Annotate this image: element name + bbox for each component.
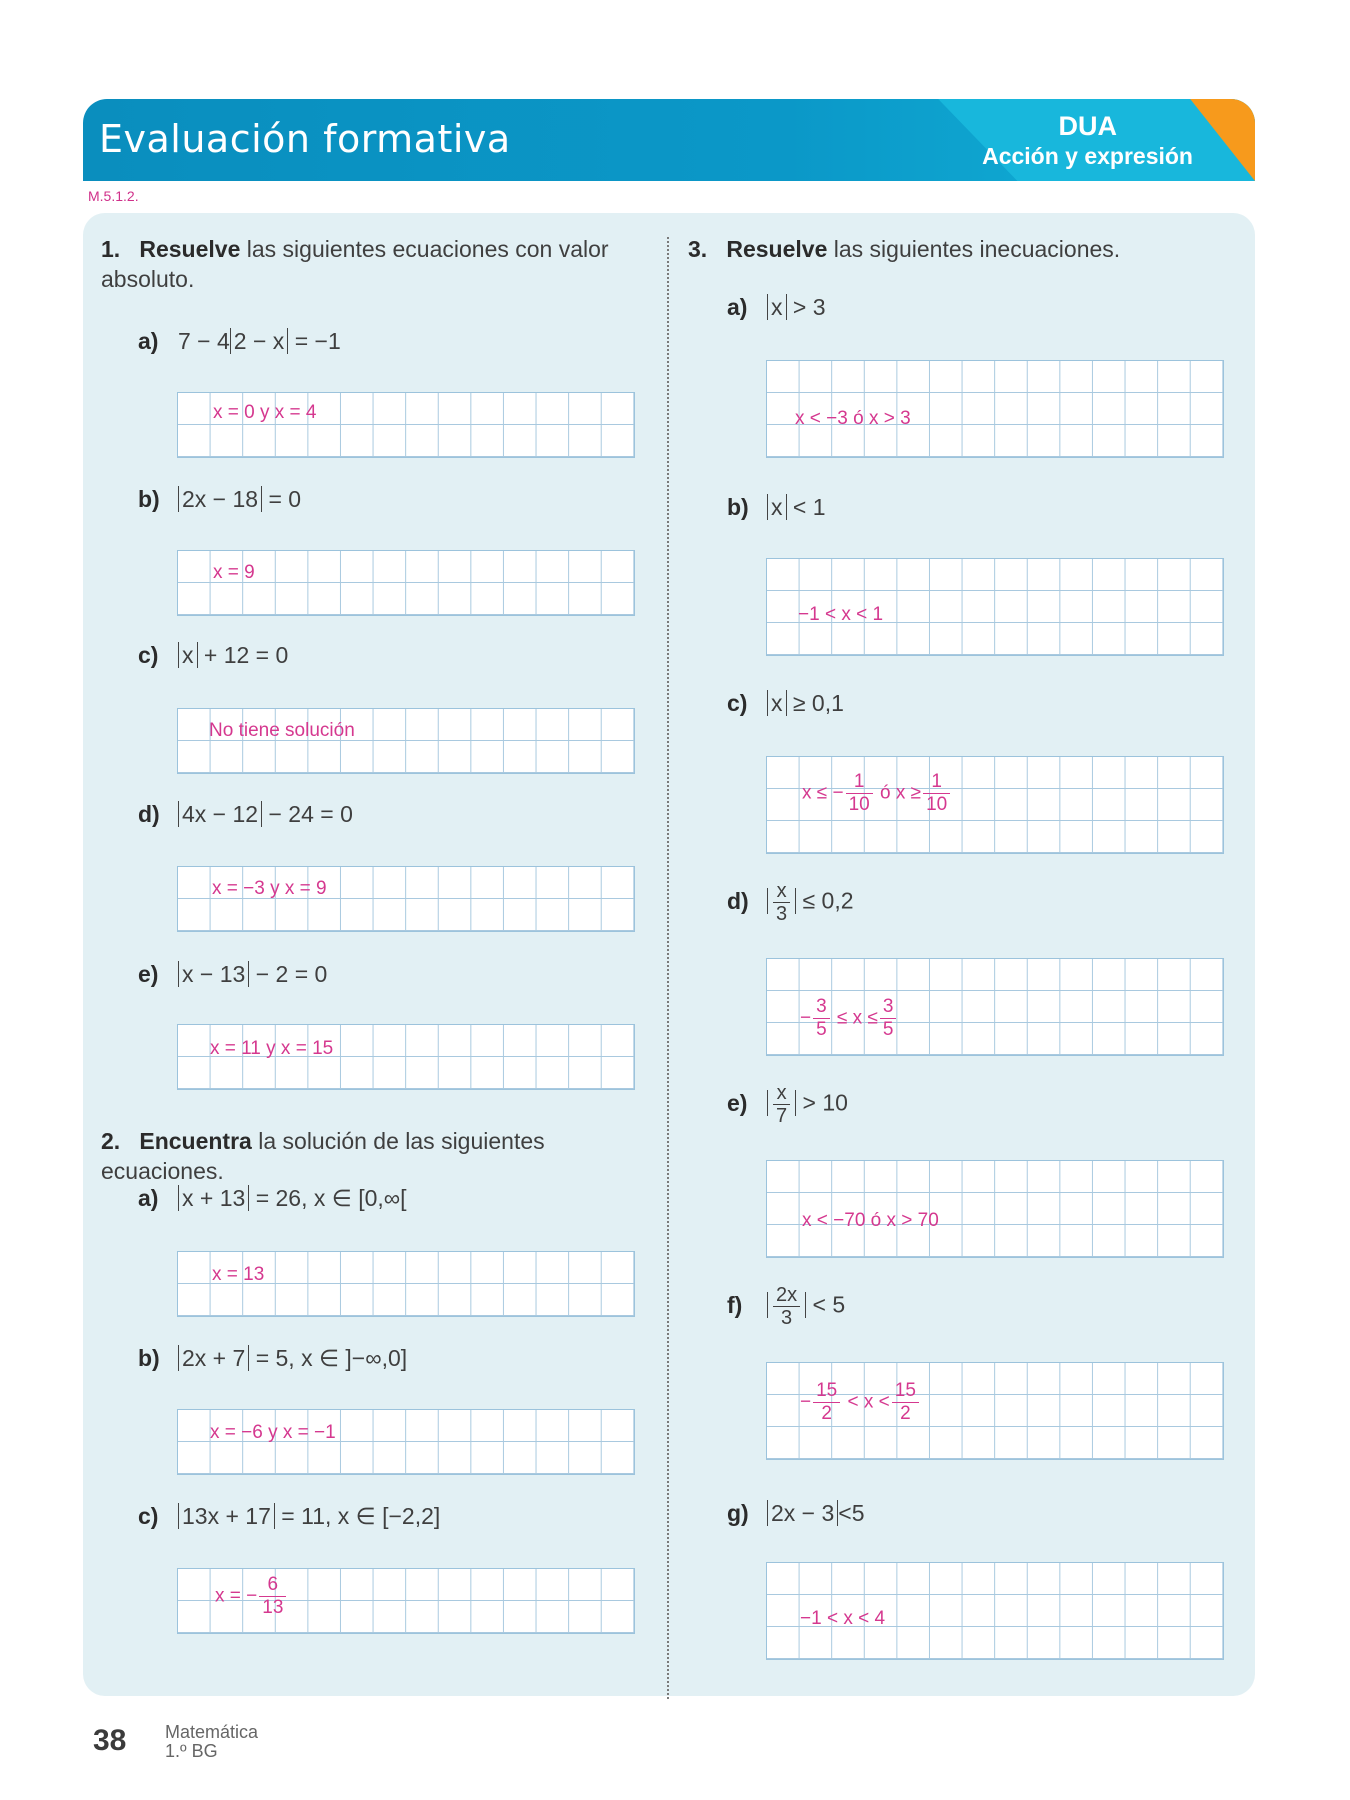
q1-item-e: e) x − 13 − 2 = 0 (138, 961, 328, 987)
q3-item-f: f) $\frac{2x}{3}$ < 5 (727, 1284, 846, 1329)
column-divider (667, 237, 669, 1699)
footer-subject: Matemática 1.º BG (165, 1722, 259, 1761)
answer-text: No tiene solución (209, 720, 355, 741)
q3-item-c: c) x ≥ 0,1 (727, 690, 844, 716)
question-1: 1. Resuelve las siguientes ecuaciones con valor absoluto. (101, 236, 609, 292)
answer-text: − $\frac{15}{2}$ < x < $\frac{15}{2}$ (800, 1380, 921, 1425)
question-2-text: la solución de las siguientes ecuaciones. (101, 1128, 545, 1184)
page-number: 38 (93, 1724, 127, 1757)
q1-item-c: c) x + 12 = 0 (138, 642, 289, 668)
section-header (83, 99, 1255, 181)
question-2: 2. Encuentra la solución de las siguientes ecuaciones. (101, 1128, 545, 1184)
q3-item-g: g) 2x − 3 <5 (727, 1500, 865, 1526)
answer-text: x ≤ − $\frac{1}{10}$ ó x ≥ $\frac{1}{10}$ (802, 771, 952, 816)
page-title: Evaluación formativa (99, 117, 511, 161)
question-3-verb: Resuelve (726, 236, 828, 262)
question-1-text: las siguientes ecuaciones con valor absoluto. (101, 236, 609, 292)
answer-text: x = 0 y x = 4 (213, 402, 317, 423)
answer-grid[interactable] (766, 1160, 1224, 1258)
answer-text: x = 9 (213, 562, 255, 583)
dua-label: DUA (1058, 111, 1117, 141)
answer-text: x = 13 (212, 1264, 265, 1285)
question-3-text: las siguientes inecuaciones. (833, 236, 1121, 262)
q2-item-a: a) x + 13 = 26, x ∈ [0,∞[ (138, 1185, 407, 1211)
skill-code: M.5.1.2. (88, 188, 139, 204)
q2-item-b: b) 2x + 7 = 5, x ∈ ]−∞,0] (138, 1345, 408, 1371)
q1-item-d: d) 4x − 12 − 24 = 0 (138, 801, 353, 827)
dua-subtitle: Acción y expresión (982, 143, 1193, 169)
q1-item-a: a) 7 − 4 2 − x = −1 (138, 328, 341, 354)
answer-text: −1 < x < 1 (798, 604, 884, 625)
answer-text: x = −3 y x = 9 (212, 878, 327, 899)
answer-text: x = 11 y x = 15 (210, 1038, 334, 1059)
answer-text: −1 < x < 4 (800, 1608, 886, 1629)
question-1-verb: Resuelve (139, 236, 241, 262)
q2-item-c: c) 13x + 17 = 11, x ∈ [−2,2] (138, 1503, 441, 1529)
answer-text: x < −70 ó x > 70 (802, 1210, 939, 1231)
q3-item-b: b) x < 1 (727, 494, 826, 520)
answer-text: x < −3 ó x > 3 (795, 408, 911, 429)
answer-text: x = − $\frac{6}{13}$ (215, 1574, 288, 1619)
answer-text: x = −6 y x = −1 (210, 1422, 336, 1443)
answer-text: − $\frac{3}{5}$ ≤ x ≤ $\frac{3}{5}$ (800, 996, 898, 1041)
q3-item-e: e) $\frac{x}{7}$ > 10 (727, 1082, 848, 1127)
q3-item-d: d) $\frac{x}{3}$ ≤ 0,2 (727, 880, 854, 925)
q1-item-b: b) 2x − 18 = 0 (138, 486, 302, 512)
q3-item-a: a) x > 3 (727, 294, 826, 320)
question-2-verb: Encuentra (139, 1128, 252, 1154)
question-3: 3. Resuelve las siguientes inecuaciones. (688, 236, 1121, 262)
